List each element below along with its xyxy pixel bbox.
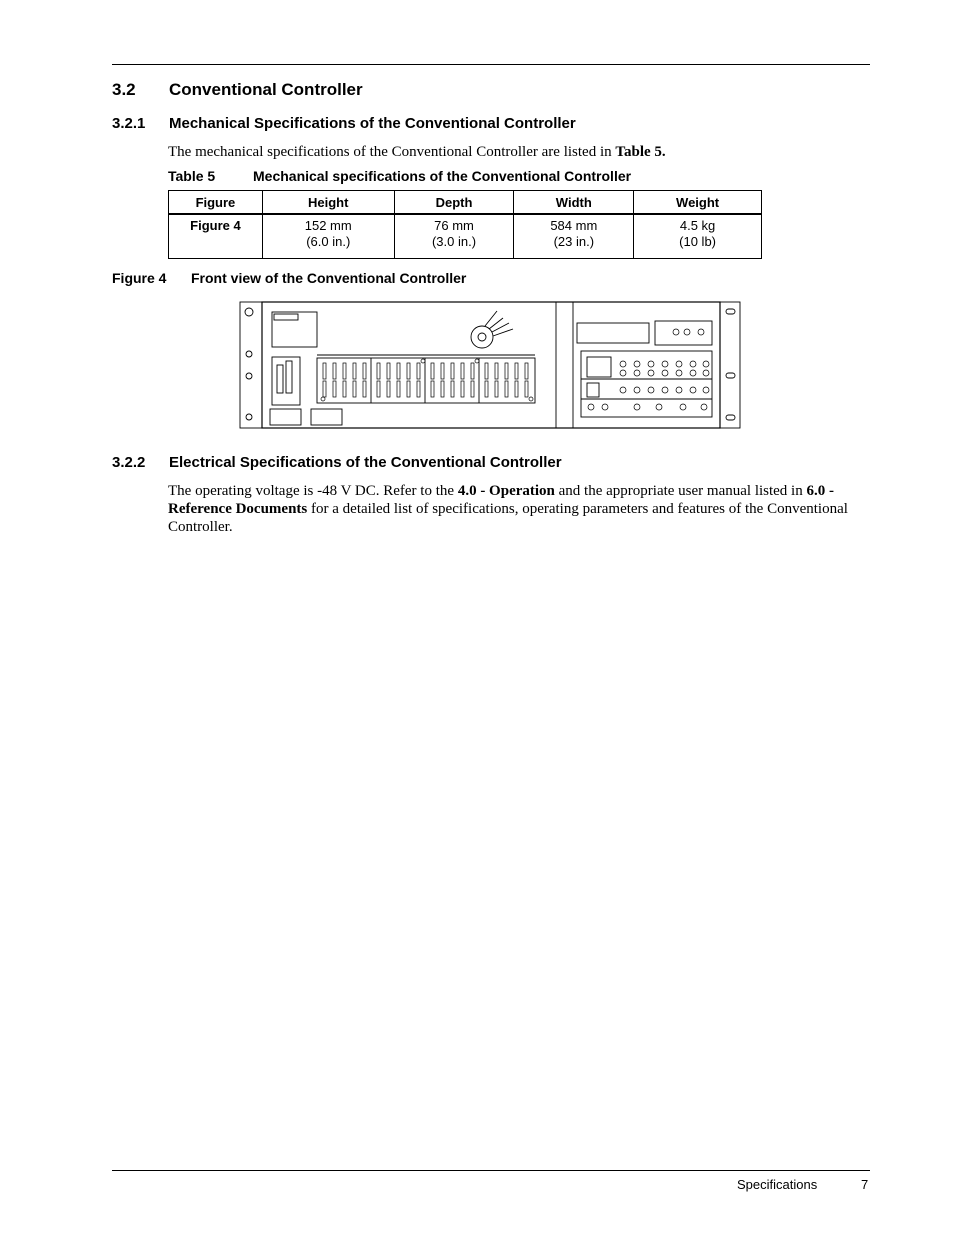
left-rack-ear [240,302,262,428]
header-rule [112,64,870,65]
section-number: 3.2 [112,80,136,99]
subsection-heading-electrical [112,454,562,471]
paragraph-text: The operating voltage is -48 V DC. Refer to the [168,483,458,499]
figure-caption-title: Front view of the Conventional Controller [191,270,467,286]
table-row [169,214,762,259]
subsection-number: 3.2.2 [112,454,146,471]
cell-figure: Figure 4 [169,214,263,259]
section-heading [112,80,363,100]
controller-front-view-drawing [239,301,741,430]
width-imperial: (23 in.) [553,234,595,249]
reference-documents-reference: 6.0 - Reference Documents [168,483,834,517]
depth-imperial: (3.0 in.) [431,234,477,249]
height-metric: 152 mm [304,218,352,233]
mechanical-paragraph [168,143,870,161]
depth-metric: 76 mm [434,218,474,233]
figure-caption [112,270,466,286]
header-height: Height [262,191,394,215]
subsection-title: Mechanical Specifications of the Conventional Controller [169,115,576,132]
figure-caption-number: Figure 4 [112,270,167,286]
table-header-row [169,191,762,215]
cell-height [262,214,394,259]
table-reference: Table 5. [615,144,666,160]
subsection-number: 3.2.1 [112,115,146,132]
subsection-heading-mechanical [112,115,576,132]
footer-section-label: Specifications [737,1177,818,1192]
card-slots [323,363,528,397]
width-metric: 584 mm [550,218,598,233]
cell-depth [394,214,514,259]
cell-width [514,214,634,259]
right-rack-ear [720,302,740,428]
paragraph-text: The mechanical specifications of the Conventional Controller are listed in [168,144,616,160]
height-imperial: (6.0 in.) [306,234,351,249]
cell-weight [634,214,762,259]
header-depth: Depth [394,191,514,215]
section-title: Conventional Controller [169,80,363,99]
page-number: 7 [861,1177,869,1192]
mechanical-spec-table [168,190,762,259]
header-figure: Figure [169,191,263,215]
header-width: Width [514,191,634,215]
table-caption-number: Table 5 [168,168,216,184]
weight-imperial: (10 lb) [679,234,717,249]
weight-metric: 4.5 kg [679,218,716,233]
subsection-title: Electrical Specifications of the Conventional Controller [169,454,562,471]
footer-rule [112,1170,870,1171]
paragraph-text: for a detailed list of specifications, operating parameters and features of the Conventional Controller. [168,501,848,535]
header-weight: Weight [634,191,762,215]
table-caption-title: Mechanical specifications of the Conventional Controller [253,168,632,184]
paragraph-text: and the appropriate user manual listed in [554,483,807,499]
operation-reference: 4.0 - Operation [457,483,555,499]
electrical-paragraph [168,482,870,536]
table-caption [168,168,631,184]
